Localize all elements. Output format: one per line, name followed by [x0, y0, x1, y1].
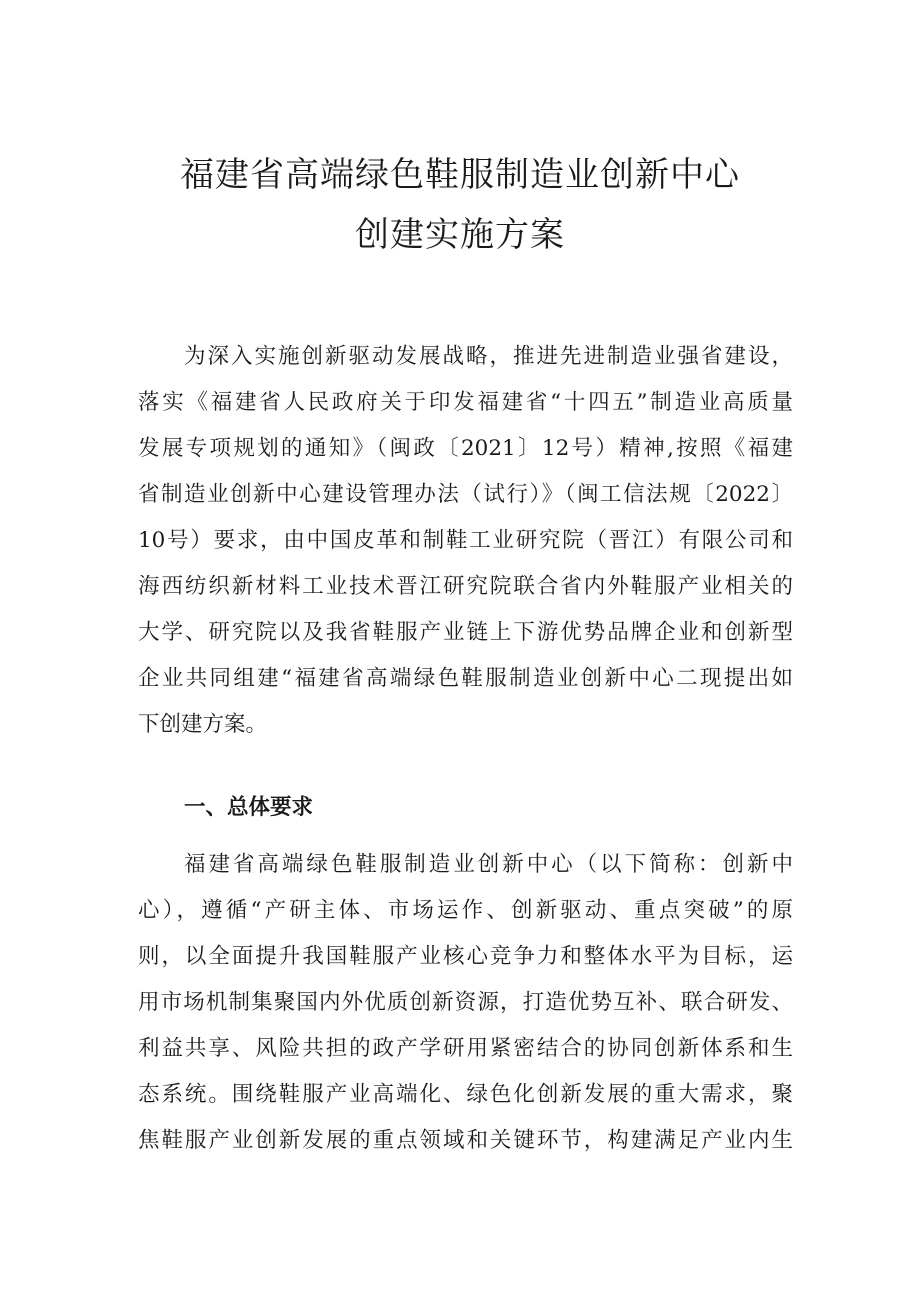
paragraph-line: 福建省高端绿色鞋服制造业创新中心（以下简称：创新中 [184, 852, 793, 877]
paragraph-line: 海西纺织新材料工业技术晋江研究院联合省内外鞋服产业相关的 [138, 574, 793, 599]
paragraph-line: 用市场机制集聚国内外优质创新资源，打造优势互补、联合研发、 [138, 990, 793, 1015]
document-title-line-1: 福建省高端绿色鞋服制造业创新中心 [180, 155, 740, 195]
paragraph-line: 10号）要求，由中国皮革和制鞋工业研究院（晋江）有限公司和 [138, 528, 793, 553]
paragraph-line: 下创建方案。 [138, 712, 268, 737]
section-heading: 一、总体要求 [184, 795, 314, 820]
paragraph-line: 企业共同组建“福建省高端绿色鞋服制造业创新中心二现提出如 [138, 666, 793, 691]
intro-paragraph [138, 334, 793, 748]
document-title-line-2: 创建实施方案 [355, 215, 565, 255]
paragraph-line: 心），遵循“产研主体、市场运作、创新驱动、重点突破”的原 [138, 898, 793, 923]
paragraph-line: 则，以全面提升我国鞋服产业核心竞争力和整体水平为目标，运 [138, 944, 793, 969]
section-paragraph [138, 842, 793, 1164]
paragraph-line: 落实《福建省人民政府关于印发福建省“十四五”制造业高质量 [138, 390, 793, 415]
paragraph-line: 焦鞋服产业创新发展的重点领域和关键环节，构建满足产业内生 [138, 1128, 793, 1153]
paragraph-line: 发展专项规划的通知》（闽政〔2021〕12号）精神,按照《福建 [138, 436, 793, 461]
paragraph-line: 态系统。围绕鞋服产业高端化、绿色化创新发展的重大需求，聚 [138, 1082, 793, 1107]
paragraph-line: 省制造业创新中心建设管理办法（试行）》（闽工信法规〔2022〕 [138, 482, 793, 507]
paragraph-line: 利益共享、风险共担的政产学研用紧密结合的协同创新体系和生 [138, 1036, 793, 1061]
paragraph-line: 大学、研究院以及我省鞋服产业链上下游优势品牌企业和创新型 [138, 620, 793, 645]
paragraph-line: 为深入实施创新驱动发展战略，推进先进制造业强省建设， [184, 344, 793, 369]
